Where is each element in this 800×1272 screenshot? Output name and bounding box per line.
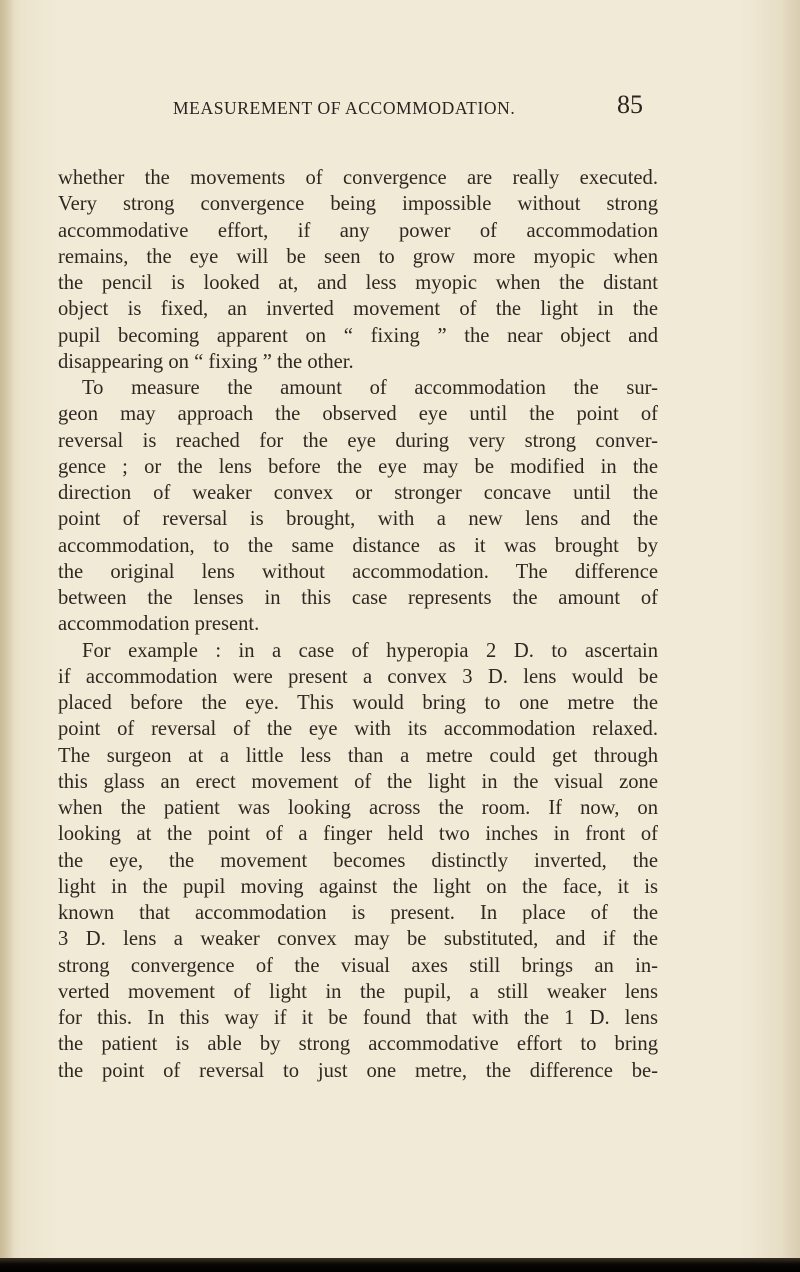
text-line: the pencil is looked at, and less myopic when the distant: [58, 272, 658, 294]
spine-shadow: [0, 0, 14, 1272]
page-bottom-edge: [0, 1258, 800, 1272]
text-line: remains, the eye will be seen to grow more myopic when: [58, 245, 658, 268]
text-line: placed before the eye. This would bring to one metre the: [58, 692, 658, 714]
text-line: Very strong convergence being impossible without strong: [58, 193, 658, 216]
text-line: between the lenses in this case represents the amount of: [58, 587, 658, 609]
text-line: whether the movements of convergence are really executed.: [58, 167, 658, 189]
text-line: For example : in a case of hyperopia 2 D. to ascertain: [82, 639, 658, 662]
text-line: the patient is able by strong accommodative effort to bring: [58, 1033, 658, 1056]
text-line: strong convergence of the visual axes still brings an in-: [58, 954, 658, 977]
text-line: point of reversal of the eye with its accommodation relaxed.: [58, 718, 658, 741]
text-line: disappearing on “ fixing ” the other.: [58, 350, 354, 373]
text-line: the original lens without accommodation. The difference: [58, 560, 658, 583]
text-line: for this. In this way if it be found that with the 1 D. lens: [58, 1007, 658, 1029]
body-text: [58, 165, 658, 1084]
text-line: accommodative effort, if any power of accommodation: [58, 219, 658, 242]
text-line: looking at the point of a finger held two inches in front of: [58, 823, 658, 846]
text-line: reversal is reached for the eye during very strong conver-: [58, 429, 658, 452]
text-line: known that accommodation is present. In place of the: [58, 902, 658, 924]
text-line: 3 D. lens a weaker convex may be substituted, and if the: [58, 928, 658, 951]
text-line: The surgeon at a little less than a metre could get through: [58, 744, 658, 767]
text-line: pupil becoming apparent on “ fixing ” the near object and: [58, 324, 658, 347]
text-line: verted movement of light in the pupil, a still weaker lens: [58, 980, 658, 1003]
running-head-title: MEASUREMENT OF ACCOMMODATION.: [173, 98, 516, 118]
text-line: the eye, the movement becomes distinctly inverted, the: [58, 849, 658, 872]
text-line: this glass an erect movement of the light in the visual zone: [58, 770, 658, 793]
text-line: point of reversal is brought, with a new lens and the: [58, 508, 658, 531]
text-line: accommodation, to the same distance as it was brought by: [58, 534, 658, 557]
text-line: To measure the amount of accommodation the sur-: [82, 377, 658, 399]
text-line: gence ; or the lens before the eye may be modified in the: [58, 455, 658, 478]
running-head: [173, 90, 643, 126]
text-line: the point of reversal to just one metre, the difference be-: [58, 1059, 658, 1082]
text-line: accommodation present.: [58, 613, 260, 636]
text-line: direction of weaker convex or stronger concave until the: [58, 482, 658, 504]
page-number: 85: [617, 90, 643, 119]
text-line: light in the pupil moving against the light on the face, it is: [58, 875, 658, 898]
text-line: when the patient was looking across the room. If now, on: [58, 797, 658, 819]
text-line: geon may approach the observed eye until the point of: [58, 403, 658, 426]
text-line: object is fixed, an inverted movement of the light in the: [58, 298, 658, 321]
text-line: if accommodation were present a convex 3 D. lens would be: [58, 665, 658, 688]
